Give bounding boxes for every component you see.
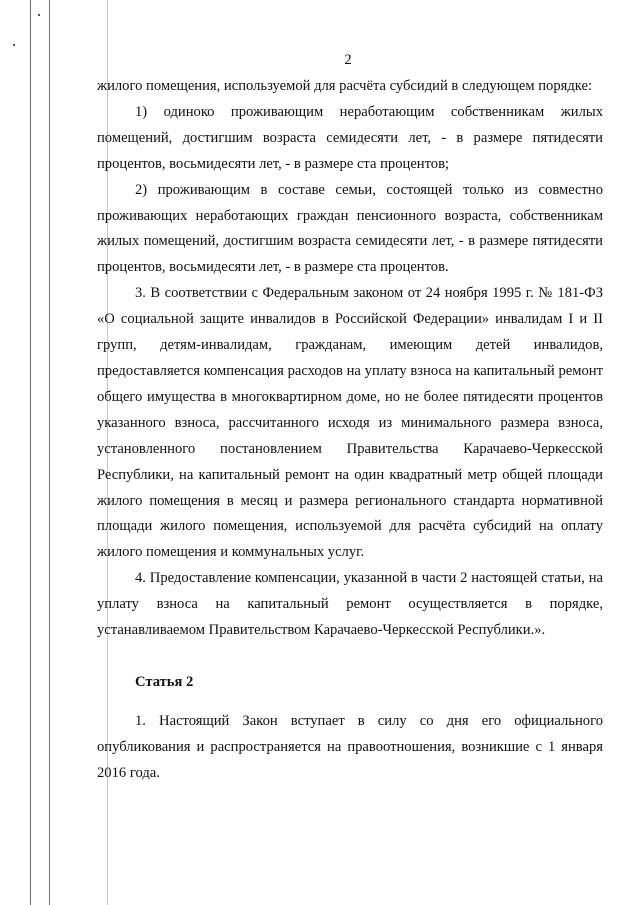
paragraph-continuation: жилого помещения, используемой для расчёта субсидий в следующем порядке: [97, 78, 593, 94]
paragraph-item-2: 2) проживающим в составе семьи, состоящей только из совместно проживающих неработающих граждан пенсионного возраста, собственникам жилых помещений, достигшим возраста семидесяти лет, - в размере пятидесяти процентов, восьмидесяти лет, - в размере ста процентов. [97, 181, 603, 276]
paragraph-item-1: 1) одиноко проживающим неработающим собственникам жилых помещений, достигшим возраста семидесяти лет, - в размере пятидесяти процентов, восьмидесяти лет, - в размере ста процентов; [97, 103, 603, 172]
paragraph-section-3: 3. В соответствии с Федеральным законом от 24 ноября 1995 г. № 181-ФЗ «О социальной защите инвалидов в Российской Федерации» инвалидам I и II групп, детям-инвалидам, гражданам, имеющим детей инвалидов, предоставляется компенсация расходов на уплату взноса на капитальный ремонт общего имущества в многоквартирном доме, но не более пятидесяти процентов указанного взноса, рассчитанного исходя из минимального размера взноса, установленного постановлением Правительства Карачаево-Черкесской Республики, на капитальный ремонт на один квадратный метр общей площади жилого помещения в месяц и размера регионального стандарта нормативной площади жилого помещения, используемой для расчёта субсидий на оплату жилого помещения и коммунальных услуг. [97, 285, 603, 561]
scan-binding-line [30, 0, 31, 905]
document-body [97, 74, 603, 787]
page-number: 2 [344, 52, 352, 68]
paragraph-section-4: 4. Предоставление компенсации, указанной в части 2 настоящей статьи, на уплату взноса на капитальный ремонт осуществляется в порядке, устанавливаемом Правительством Карачаево-Черкесской Республики.». [97, 570, 603, 639]
paragraph-article-2-item-1: 1. Настоящий Закон вступает в силу со дня его официального опубликования и распространяется на правоотношения, возникшие с 1 января 2016 года. [97, 712, 603, 781]
scan-speck [38, 14, 40, 16]
scan-speck [13, 44, 15, 46]
scan-binding-line [49, 0, 50, 905]
spacer [97, 644, 603, 670]
article-heading: Статья 2 [135, 673, 194, 690]
